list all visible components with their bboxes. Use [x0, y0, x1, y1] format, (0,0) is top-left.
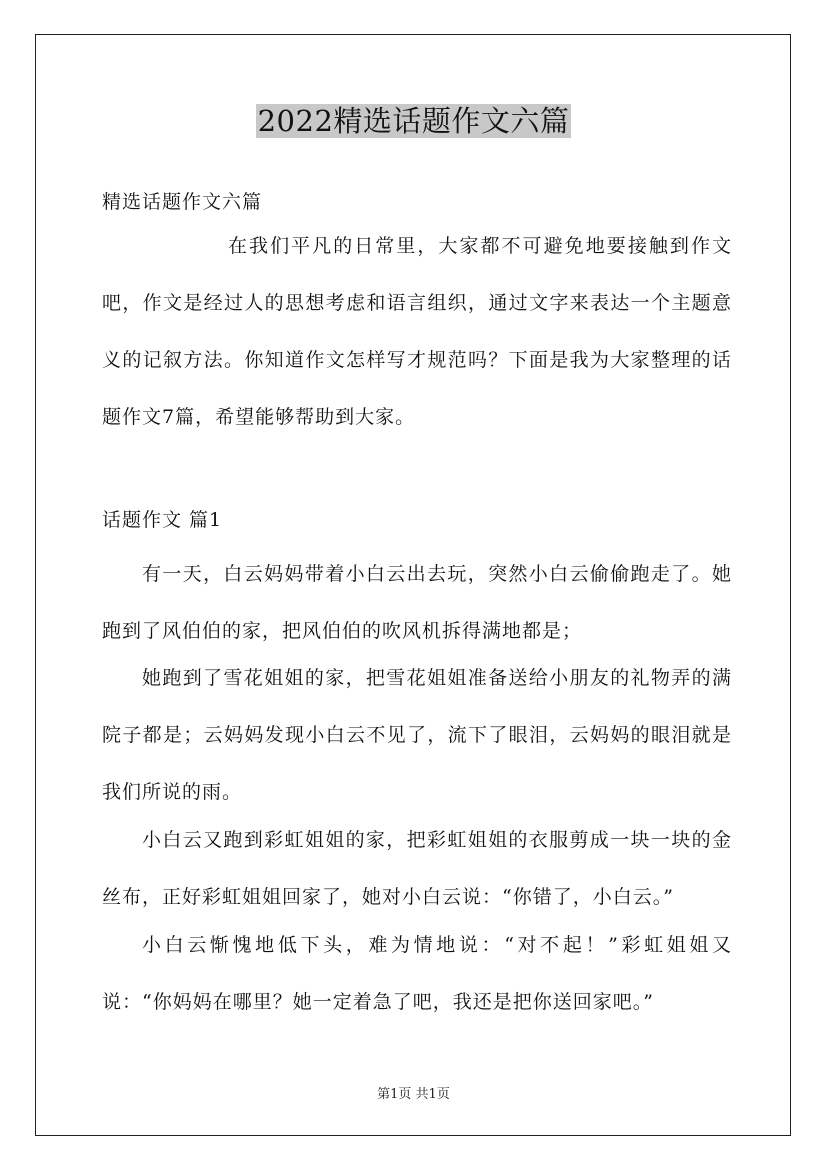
body-paragraph-1: 有一天，白云妈妈带着小白云出去玩，突然小白云偷偷跑走了。她跑到了风伯伯的家，把风伯伯的吹风机拆得满地都是；: [102, 563, 732, 642]
section-heading: 话题作文 篇1: [102, 509, 223, 531]
body-paragraph-4: 小白云惭愧地低下头，难为情地说：“对不起！”彩虹姐姐又说：“你妈妈在哪里？她一定着急了吧，我还是把你送回家吧。”: [102, 934, 732, 1013]
document-title-container: [0, 100, 827, 142]
body-paragraph-3: 小白云又跑到彩虹姐姐的家，把彩虹姐姐的衣服剪成一块一块的金丝布，正好彩虹姐姐回家了，她对小白云说：“你错了，小白云。”: [102, 829, 732, 908]
page-number-footer: 第1页 共1页: [377, 1087, 450, 1102]
document-title: 2022精选话题作文六篇: [257, 104, 570, 138]
body-paragraph-2: 她跑到了雪花姐姐的家，把雪花姐姐准备送给小朋友的礼物弄的满院子都是；云妈妈发现小白云不见了，流下了眼泪，云妈妈的眼泪就是我们所说的雨。: [102, 667, 732, 803]
intro-paragraph: 在我们平凡的日常里，大家都不可避免地要接触到作文吧，作文是经过人的思想考虑和语言组织，通过文字来表达一个主题意义的记叙方法。你知道作文怎样写才规范吗？下面是我为大家整理的话题作文7篇，希望能够帮助到大家。: [102, 235, 732, 428]
document-subtitle: 精选话题作文六篇: [102, 191, 263, 213]
